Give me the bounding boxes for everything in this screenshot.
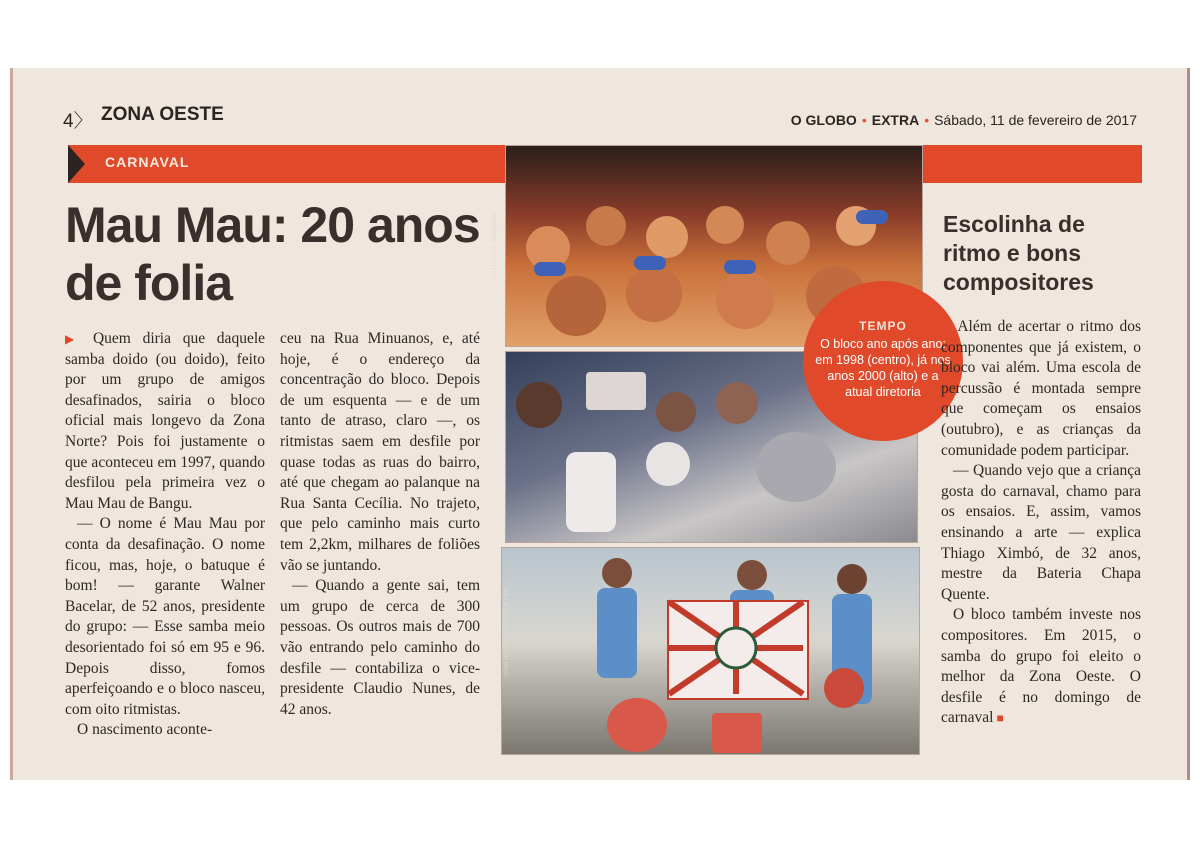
separator-dot: • [861,112,867,128]
kicker-label: CARNAVAL [105,154,190,170]
brand-oglobo: O GLOBO [790,112,857,128]
article-paragraph: O nascimento aconte- [77,721,213,739]
callout-title: TEMPO [859,319,907,333]
sidebar-bar [923,145,1142,183]
article-headline: Mau Mau: 20 anos de folia [65,197,480,311]
article-column-1 [65,329,265,741]
kicker-arrow-icon [68,145,85,183]
section-title: ZONA OESTE [101,104,224,125]
brand-extra: EXTRA [871,112,920,128]
issue-date: Sábado, 11 de fevereiro de 2017 [934,112,1137,128]
sidebar-paragraph: — Quando vejo que a criança gosta do carnaval, chamo para os ensaios. E, assim, vamos ensinando a arte — explica Thiago Ximbó, de 32 anos, mestre da Bateria Chapa Quente. [941,462,1141,603]
article-paragraph: — O nome é Mau Mau por conta da desafinação. O nome ficou, mas, hoje, o batuque é bom! — garante Walner Bacelar, de 52 anos, presidente do grupo: — Esse samba meio desorientado foi só em 95 e 96. Depois disso, fomos aperfeiçoando e o bloco nasceu, com oito ritmistas. [65,515,265,718]
callout-text: O bloco ano após ano: em 1998 (centro), já nos anos 2000 (alto) e a atual diretoria [815,337,951,399]
sidebar-headline: Escolinha de ritmo e bons compositores [943,211,1094,295]
sidebar-column [941,317,1141,729]
flag-icon [667,600,809,700]
tempo-callout [803,281,963,441]
masthead [791,112,1137,128]
newspaper-page [10,68,1190,780]
article-paragraph: — Quando a gente sai, tem um grupo de cerca de 300 pessoas. Os outros mais de 700 vão entrando pelo caminho do desfile — contabiliza o vice-presidente Claudio Nunes, de 42 anos. [280,577,480,718]
bullet-icon: ▶ [65,332,93,346]
article-column-2 [280,329,480,720]
end-mark-icon: ■ [993,711,1004,726]
photo-credit: FOTOS DE ARQUIVO [492,212,498,280]
bullet-icon: ▶ [941,320,958,334]
article-paragraph: ▶ Quem diria que daquele samba doido (ou doido), feito por um grupo de amigos desafinados, sairia o bloco oficial mais longevo da Zona Norte? Pois foi justamente o que aconteceu em 1997, quando desfilou pela primeira vez o Mau Mau de Bangu. [65,330,266,512]
sidebar-paragraph: O bloco também investe nos compositores. Em 2015, o samba do grupo foi eleito o melhor da Zona Oeste. O desfile é no domingo de carnaval ■ [941,606,1141,727]
photo-credit: GUILHERME PINTO/EXTRA [504,588,510,676]
photo-current-board [501,547,920,755]
page-number: 4〉 [63,111,93,132]
sidebar-paragraph: ▶ Além de acertar o ritmo dos componentes que já existem, o bloco vai além. Uma escola de percussão é montada sempre que começam os ensaios (outubro), e as crianças da comunidade podem participar. [941,318,1142,459]
separator-dot: • [924,112,930,128]
article-paragraph: ceu na Rua Minuanos, e, até hoje, é o endereço da concentração do bloco. Depois de um esquenta — e de um tanto de atraso, claro —, os ritmistas saem em desfile por quase todas as ruas do bairro, até que chegam ao palanque na Rua Santa Cecília. No trajeto, que pelo caminho mais curto tem 2,2km, milhares de foliões vão se juntando. [280,330,480,574]
